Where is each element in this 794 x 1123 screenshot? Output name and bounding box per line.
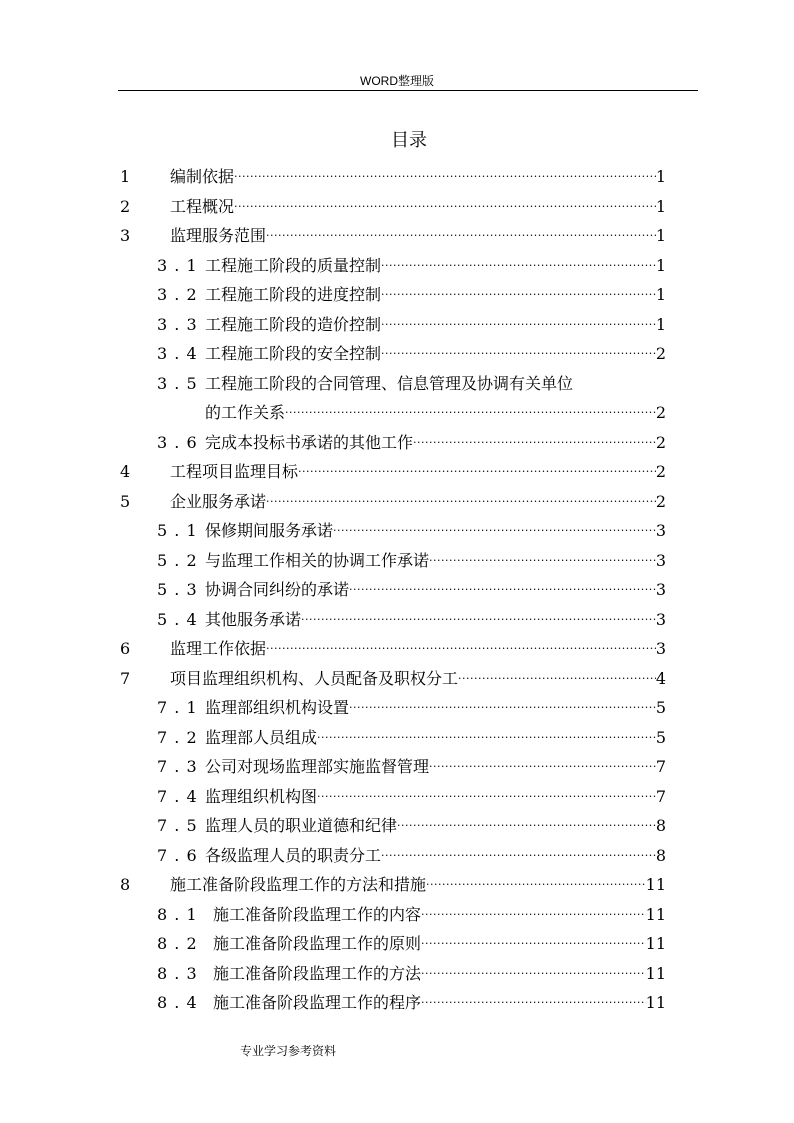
dot-leader <box>421 959 646 988</box>
toc-entry[interactable] <box>120 634 666 663</box>
toc-entry-title-continued: 的工作关系 <box>205 403 286 422</box>
toc-entry-title: 工程项目监理目标 <box>170 462 299 481</box>
dot-leader <box>266 487 656 516</box>
toc-entry[interactable] <box>157 841 666 870</box>
toc-entry-page: 7 <box>655 786 666 806</box>
toc-entry[interactable] <box>157 752 666 781</box>
toc-entry[interactable] <box>157 782 666 811</box>
dot-leader <box>429 546 656 575</box>
toc-entry-page: 11 <box>645 993 666 1012</box>
toc-entry-title: 施工准备阶段监理工作的方法和措施 <box>170 875 427 894</box>
toc-entry-title: 施工准备阶段监理工作的方法 <box>213 963 422 983</box>
toc-entry-page: 3 <box>655 521 666 540</box>
toc-entry-title: 其他服务承诺 <box>205 609 302 629</box>
dot-leader <box>413 428 656 457</box>
toc-entry-page: 8 <box>655 816 666 835</box>
toc-entry-page: 2 <box>655 403 666 422</box>
toc-entry[interactable] <box>157 988 666 1017</box>
toc-entry-title: 完成本投标书承诺的其他工作 <box>205 432 414 452</box>
toc-entry-number: 7 . 1 <box>157 698 198 717</box>
toc-entry-title: 工程施工阶段的合同管理、信息管理及协调有关单位 <box>205 373 574 393</box>
toc-entry-title: 施工准备阶段监理工作的内容 <box>213 904 422 924</box>
toc-entry-number: 5 . 4 <box>157 609 198 629</box>
dot-leader <box>458 664 656 693</box>
toc-entry-title: 各级监理人员的职责分工 <box>205 845 382 865</box>
toc-entry-title: 监理部组织机构设置 <box>205 698 350 717</box>
toc-entry[interactable] <box>157 516 666 545</box>
dot-leader <box>381 280 656 309</box>
toc-entry-number: 5 <box>120 491 131 511</box>
toc-entry[interactable] <box>120 870 666 899</box>
toc-entry-page: 2 <box>655 462 666 481</box>
toc-entry-page: 1 <box>655 226 666 245</box>
toc-entry-number: 8 . 4 <box>157 993 198 1012</box>
toc-entry-title: 工程施工阶段的造价控制 <box>205 314 382 334</box>
toc-entry-page: 2 <box>655 432 666 452</box>
toc-entry-number: 3 . 1 <box>157 255 198 275</box>
toc-entry[interactable] <box>157 369 666 398</box>
dot-leader <box>421 900 646 929</box>
toc-entry-page: 11 <box>645 934 666 953</box>
dot-leader <box>381 251 656 280</box>
toc-entry[interactable] <box>120 664 666 693</box>
dot-leader <box>381 841 656 870</box>
toc-entry-number: 7 . 4 <box>157 786 198 806</box>
dot-leader <box>234 162 656 191</box>
toc-entry-number: 7 <box>120 668 131 688</box>
toc-entry[interactable] <box>157 251 666 280</box>
toc-entry-page: 3 <box>655 609 666 629</box>
dot-leader <box>429 752 656 781</box>
toc-entry-number: 7 . 6 <box>157 845 198 865</box>
dot-leader <box>349 575 656 604</box>
toc-entry-number: 5 . 3 <box>157 580 198 599</box>
toc-entry-title: 工程施工阶段的安全控制 <box>205 344 382 363</box>
toc-entry-page: 1 <box>655 314 666 334</box>
toc-entry-page: 7 <box>655 757 666 776</box>
toc-entry[interactable] <box>157 811 666 840</box>
toc-title: 目录 <box>391 130 427 151</box>
toc-entry-number: 3 <box>120 226 131 245</box>
toc-entry-number: 5 . 1 <box>157 521 198 540</box>
toc-entry-page: 2 <box>655 344 666 363</box>
toc-entry-title: 保修期间服务承诺 <box>205 521 334 540</box>
toc-entry-number: 3 . 2 <box>157 285 198 304</box>
toc-entry-number: 8 . 1 <box>157 904 198 924</box>
toc-entry-title: 施工准备阶段监理工作的原则 <box>213 934 422 953</box>
toc-entry-number: 3 . 4 <box>157 344 198 363</box>
toc-entry-number: 8 . 2 <box>157 934 198 953</box>
dot-leader <box>397 811 656 840</box>
toc-entry-page: 11 <box>645 904 666 924</box>
dot-leader <box>421 929 646 958</box>
toc-entry-title: 公司对现场监理部实施监督管理 <box>205 757 430 776</box>
toc-entry-number: 3 . 5 <box>157 373 198 393</box>
toc-entry-title: 监理服务范围 <box>170 226 267 245</box>
toc-entry-page: 3 <box>655 550 666 570</box>
toc-entry-number: 8 <box>120 875 131 894</box>
toc-entry[interactable] <box>120 221 666 250</box>
toc-entry[interactable] <box>157 546 666 575</box>
page-header: WORD整理版 <box>360 74 434 88</box>
dot-leader <box>266 221 656 250</box>
toc-entry-page: 4 <box>655 668 666 688</box>
toc-entry-title: 监理组织机构图 <box>205 786 318 806</box>
toc-entry-title: 工程概况 <box>170 196 235 216</box>
toc-entry-title: 协调合同纠纷的承诺 <box>205 580 350 599</box>
dot-leader <box>234 192 656 221</box>
toc-entry-title: 监理部人员组成 <box>205 727 318 747</box>
dot-leader <box>301 605 656 634</box>
toc-entry[interactable] <box>120 192 666 221</box>
dot-leader <box>317 782 656 811</box>
dot-leader <box>298 457 656 486</box>
toc-entry-number: 7 . 2 <box>157 727 198 747</box>
toc-entry-page: 3 <box>655 639 666 658</box>
toc-entry-title: 项目监理组织机构、人员配备及职权分工 <box>170 668 459 688</box>
toc-entry-number: 7 . 3 <box>157 757 198 776</box>
toc-entry-page: 1 <box>655 196 666 216</box>
toc-entry[interactable] <box>157 575 666 604</box>
toc-entry-page: 1 <box>655 285 666 304</box>
dot-leader <box>381 339 656 368</box>
toc-entry-page: 1 <box>655 167 666 186</box>
toc-entry-title: 工程施工阶段的质量控制 <box>205 255 382 275</box>
page-footer: 专业学习参考资料 <box>240 1044 337 1058</box>
toc-entry-number: 4 <box>120 462 131 481</box>
toc-entry-page: 5 <box>655 727 666 747</box>
toc-entry-title: 与监理工作相关的协调工作承诺 <box>205 550 430 570</box>
toc-entry-number: 3 . 3 <box>157 314 198 334</box>
toc-entry[interactable] <box>157 723 666 752</box>
toc-entry[interactable] <box>157 929 666 958</box>
dot-leader <box>381 310 656 339</box>
toc-entry-number: 8 . 3 <box>157 963 198 983</box>
toc-entry-continuation[interactable] <box>205 398 666 427</box>
toc-entry-title: 施工准备阶段监理工作的程序 <box>213 993 422 1012</box>
toc-entry[interactable] <box>157 900 666 929</box>
dot-leader <box>426 870 646 899</box>
toc-entry[interactable] <box>120 487 666 516</box>
toc-entry-title: 工程施工阶段的进度控制 <box>205 285 382 304</box>
toc-entry-page: 5 <box>655 698 666 717</box>
toc-entry[interactable] <box>157 428 666 457</box>
toc-entry[interactable] <box>157 693 666 722</box>
toc-entry-number: 2 <box>120 196 131 216</box>
dot-leader <box>349 693 656 722</box>
dot-leader <box>421 988 646 1017</box>
dot-leader <box>285 398 656 427</box>
toc-entry-title: 企业服务承诺 <box>170 491 267 511</box>
toc-entry-page: 1 <box>655 255 666 275</box>
toc-entry[interactable] <box>157 280 666 309</box>
toc-entry[interactable] <box>120 162 666 191</box>
dot-leader <box>317 723 656 752</box>
toc-entry[interactable] <box>120 457 666 486</box>
toc-entry-title: 监理人员的职业道德和纪律 <box>205 816 398 835</box>
toc-entry[interactable] <box>157 605 666 634</box>
toc-entry-page: 11 <box>645 963 666 983</box>
toc-entry-number: 1 <box>120 167 131 186</box>
dot-leader <box>333 516 656 545</box>
toc-entry-page: 8 <box>655 845 666 865</box>
toc-entry-page: 3 <box>655 580 666 599</box>
toc-entry[interactable] <box>157 310 666 339</box>
header-rule <box>118 90 698 91</box>
toc-entry-title: 监理工作依据 <box>170 639 267 658</box>
toc-entry-number: 6 <box>120 639 131 658</box>
toc-entry-number: 7 . 5 <box>157 816 198 835</box>
toc-entry[interactable] <box>157 959 666 988</box>
toc-entry-title: 编制依据 <box>170 167 235 186</box>
toc-entry-page: 2 <box>655 491 666 511</box>
dot-leader <box>266 634 656 663</box>
toc-entry-page: 11 <box>645 875 666 894</box>
toc-entry-number: 3 . 6 <box>157 432 198 452</box>
toc-entry-number: 5 . 2 <box>157 550 198 570</box>
toc-entry[interactable] <box>157 339 666 368</box>
